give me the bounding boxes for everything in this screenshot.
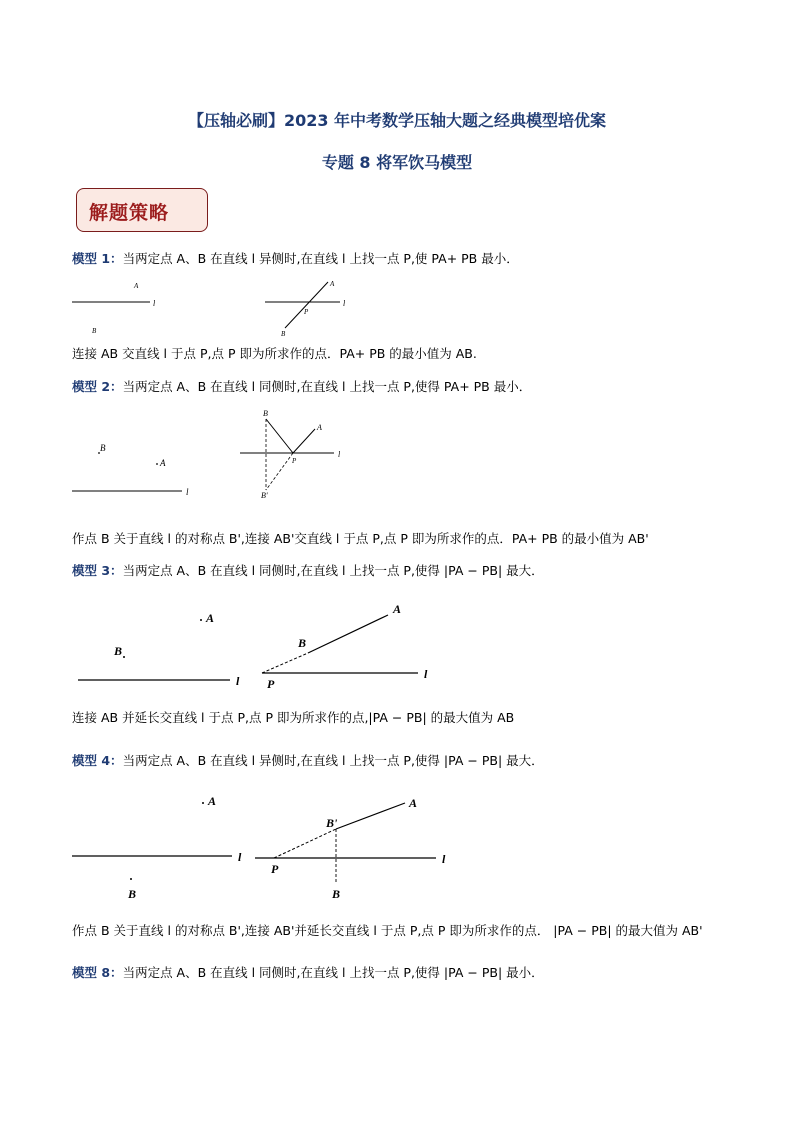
point-label-a: A bbox=[208, 794, 217, 808]
page-title: 【压轴必刷】2023 年中考数学压轴大题之经典模型培优案 bbox=[187, 111, 607, 130]
point-label-a: A bbox=[160, 458, 166, 468]
point-label-b-prime: B' bbox=[261, 491, 268, 500]
line-label: l bbox=[343, 299, 346, 308]
point-label-b-prime: B' bbox=[326, 816, 338, 830]
model-3-text: 当两定点 A、B 在直线 l 同侧时,在直线 l 上找一点 P,使得 |PA − PB| 最大． bbox=[122, 563, 544, 578]
point-label-a: A bbox=[393, 602, 402, 616]
model-8-statement bbox=[72, 964, 544, 982]
model-1-label: 模型 1： bbox=[72, 251, 123, 266]
line-label: l bbox=[153, 299, 156, 308]
strategy-badge-label: 解题策略 bbox=[89, 202, 170, 224]
model-1-figure bbox=[0, 276, 794, 356]
page-subtitle: 专题 8 将军饮马模型 bbox=[321, 153, 473, 172]
model-2-statement bbox=[72, 378, 531, 396]
strategy-badge bbox=[76, 188, 208, 232]
point-label-p: P bbox=[267, 677, 275, 691]
model-4-label: 模型 4： bbox=[72, 753, 123, 768]
model-3-answer: 连接 AB 并延长交直线 l 于点 P,点 P 即为所求作的点,|PA − PB| 的最大值为 AB bbox=[72, 710, 515, 725]
line-label: l bbox=[424, 667, 428, 681]
line-label: l bbox=[238, 850, 242, 864]
point-label-b: B bbox=[263, 409, 268, 418]
model-3-figure bbox=[0, 598, 794, 698]
model-3-label: 模型 3： bbox=[72, 563, 123, 578]
point-label-b: B bbox=[114, 644, 123, 658]
model-1-statement bbox=[72, 250, 519, 268]
point-label-b: B bbox=[332, 887, 341, 901]
model-2-text: 当两定点 A、B 在直线 l 同侧时,在直线 l 上找一点 P,使得 PA+ PB 最小． bbox=[122, 379, 532, 394]
point-label-a: A bbox=[206, 611, 215, 625]
line-label: l bbox=[442, 852, 446, 866]
point-label-b: B bbox=[128, 887, 137, 901]
model-2-answer: 作点 B 关于直线 l 的对称点 B',连接 AB'交直线 l 于点 P,点 P 即为所求作的点．PA+ PB 的最小值为 AB' bbox=[72, 531, 649, 546]
model-4-statement bbox=[72, 752, 544, 770]
line-label: l bbox=[186, 487, 189, 497]
point-label-p: P bbox=[292, 457, 297, 465]
point-label-a: A bbox=[317, 423, 322, 432]
point-label-b: B bbox=[298, 636, 307, 650]
model-1-answer: 连接 AB 交直线 l 于点 P,点 P 即为所求作的点．PA+ PB 的最小值为 AB. bbox=[72, 346, 477, 361]
model-2-figure bbox=[0, 405, 794, 505]
line-label: l bbox=[338, 450, 341, 459]
point-label-a: A bbox=[409, 796, 418, 810]
model-4-answer: 作点 B 关于直线 l 的对称点 B',连接 AB'并延长交直线 l 于点 P,点 P 即为所求作的点． |PA − PB| 的最大值为 AB' bbox=[72, 923, 703, 938]
model-1-text: 当两定点 A、B 在直线 l 异侧时,在直线 l 上找一点 P,使 PA+ PB 最小． bbox=[122, 251, 519, 266]
model-3-statement bbox=[72, 562, 544, 580]
model-8-text: 当两定点 A、B 在直线 l 同侧时,在直线 l 上找一点 P,使得 |PA − PB| 最小． bbox=[122, 965, 544, 980]
model-4-figure bbox=[0, 790, 794, 910]
point-label-p: P bbox=[304, 308, 309, 316]
point-label-a: A bbox=[134, 282, 139, 290]
point-label-b: B bbox=[92, 327, 97, 335]
model-2-label: 模型 2： bbox=[72, 379, 123, 394]
point-label-p: P bbox=[271, 862, 279, 876]
point-label-b: B bbox=[100, 443, 106, 453]
point-label-b: B bbox=[281, 330, 286, 338]
model-8-label: 模型 8： bbox=[72, 965, 123, 980]
point-label-a: A bbox=[330, 280, 335, 288]
line-label: l bbox=[236, 674, 240, 688]
model-4-text: 当两定点 A、B 在直线 l 异侧时,在直线 l 上找一点 P,使得 |PA − PB| 最大． bbox=[122, 753, 544, 768]
